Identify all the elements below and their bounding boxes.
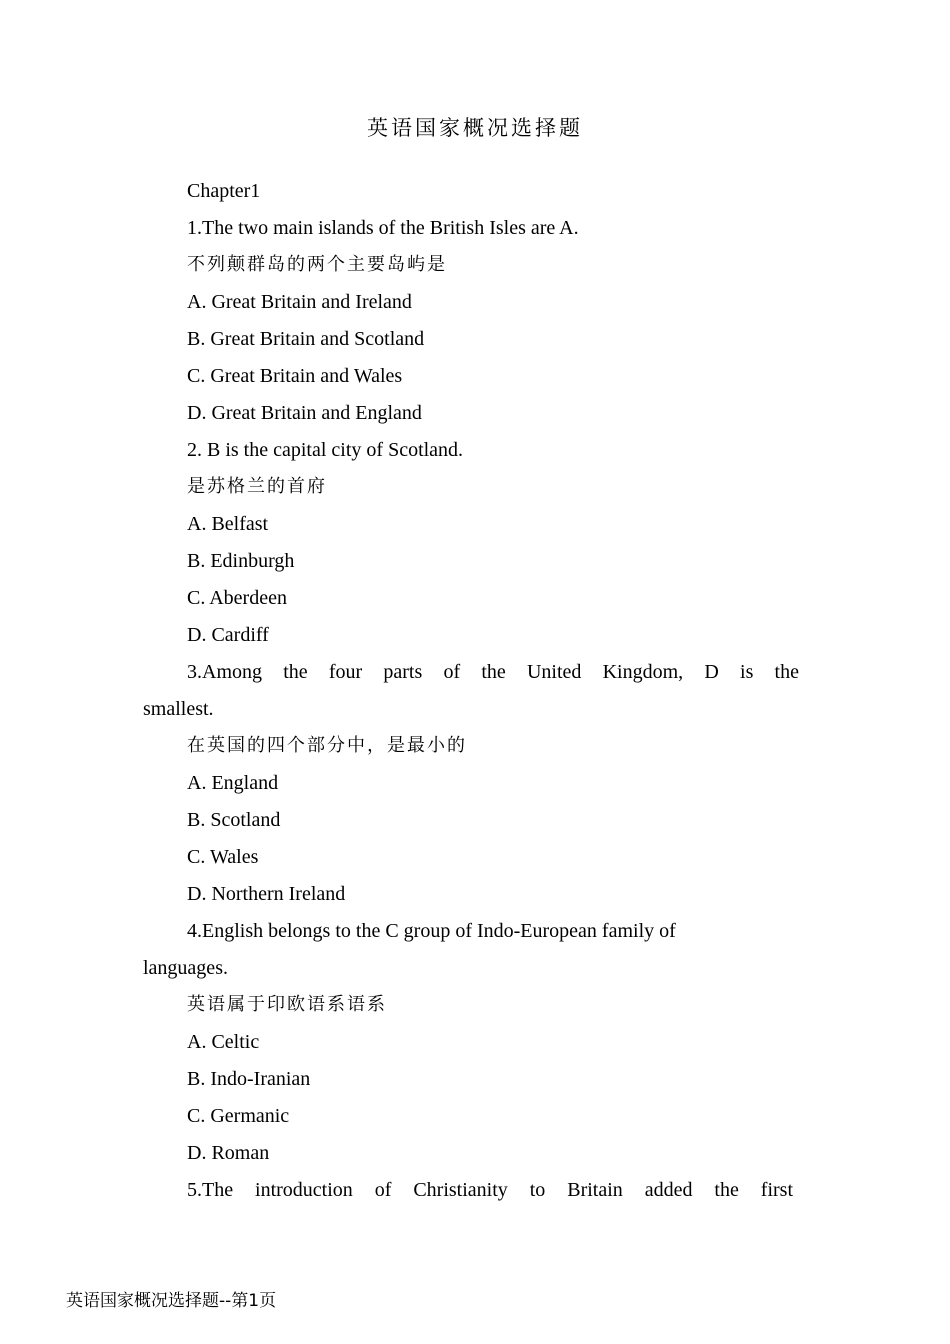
question-5-stem-line-1: 5.The introduction of Christianity to Britain added the first bbox=[187, 1179, 793, 1201]
question-2-stem: 2. B is the capital city of Scotland. bbox=[187, 439, 464, 461]
question-4-stem-line-1: 4.English belongs to the C group of Indo-European family of bbox=[187, 920, 676, 942]
question-3-option-c: C. Wales bbox=[187, 846, 259, 868]
question-2-option-b: B. Edinburgh bbox=[187, 550, 295, 572]
question-2-option-d: D. Cardiff bbox=[187, 624, 269, 646]
question-4-chinese: 英语属于印欧语系语系 bbox=[187, 994, 387, 1015]
question-1-option-a: A. Great Britain and Ireland bbox=[187, 291, 412, 313]
question-4-option-b: B. Indo-Iranian bbox=[187, 1068, 311, 1090]
question-3-option-b: B. Scotland bbox=[187, 809, 281, 831]
question-4-stem-line-2: languages. bbox=[143, 957, 228, 979]
question-1-option-b: B. Great Britain and Scotland bbox=[187, 328, 425, 350]
question-4-option-a: A. Celtic bbox=[187, 1031, 260, 1053]
question-1-option-c: C. Great Britain and Wales bbox=[187, 365, 403, 387]
question-1-option-d: D. Great Britain and England bbox=[187, 402, 422, 424]
document-title: 英语国家概况选择题 bbox=[367, 116, 583, 140]
question-4-option-c: C. Germanic bbox=[187, 1105, 290, 1127]
question-1-stem: 1.The two main islands of the British Isles are A. bbox=[187, 217, 579, 239]
question-3-chinese: 在英国的四个部分中，是最小的 bbox=[187, 735, 467, 756]
question-2-option-a: A. Belfast bbox=[187, 513, 269, 535]
question-3-option-a: A. England bbox=[187, 772, 279, 794]
question-3-stem-line-1: 3.Among the four parts of the United Kingdom, D is the bbox=[187, 661, 799, 683]
question-2-chinese: 是苏格兰的首府 bbox=[187, 476, 327, 497]
question-1-chinese: 不列颠群岛的两个主要岛屿是 bbox=[187, 254, 447, 275]
question-2-option-c: C. Aberdeen bbox=[187, 587, 287, 609]
question-3-stem-line-2: smallest. bbox=[143, 698, 214, 720]
question-4-option-d: D. Roman bbox=[187, 1142, 270, 1164]
page-footer: 英语国家概况选择题--第1页 bbox=[66, 1291, 277, 1311]
chapter-heading: Chapter1 bbox=[187, 180, 261, 202]
question-3-option-d: D. Northern Ireland bbox=[187, 883, 346, 905]
